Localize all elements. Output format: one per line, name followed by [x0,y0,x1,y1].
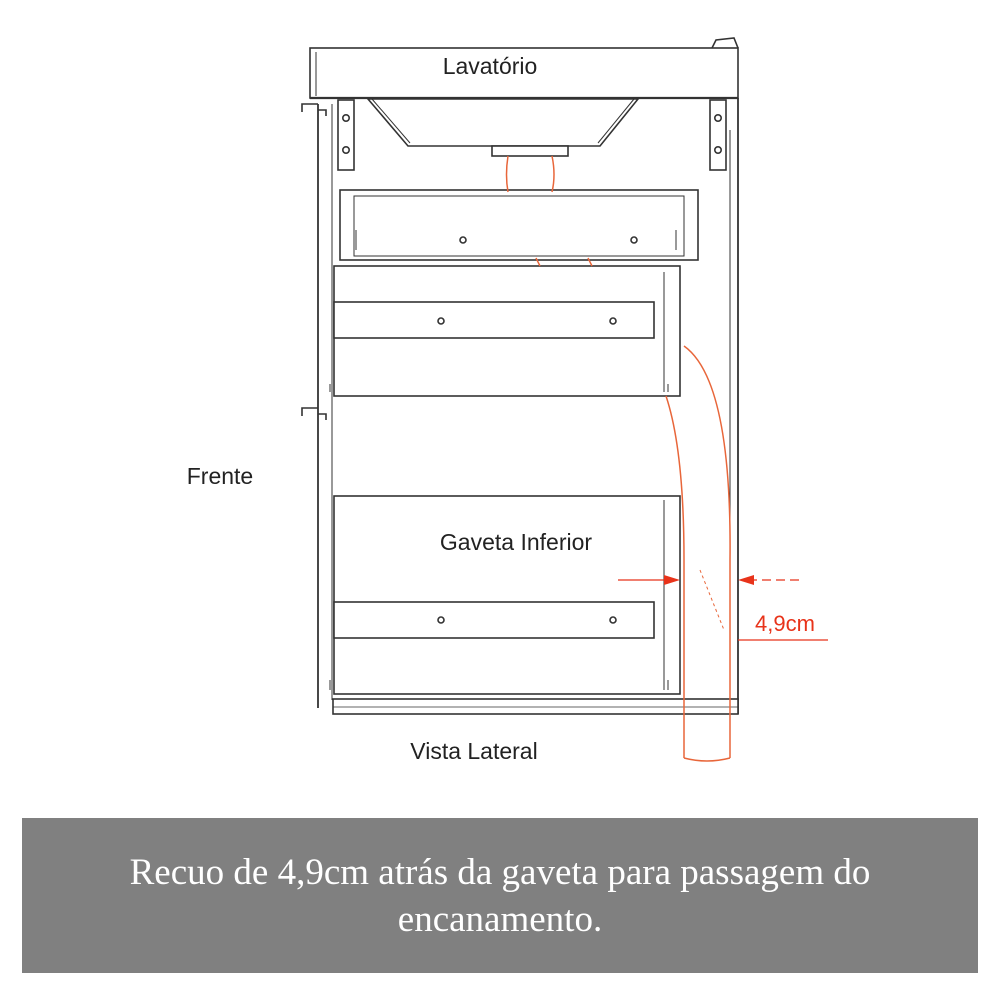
label-vista-lateral: Vista Lateral [410,738,538,764]
hinge-top [302,104,326,116]
bracket-left [338,100,354,170]
caption-text: Recuo de 4,9cm atrás da gaveta para passagem do encanamento. [129,851,871,940]
label-gaveta-inferior: Gaveta Inferior [439,529,593,555]
upper-tray [340,190,698,260]
upper-drawer [330,266,680,396]
bracket-right [710,100,726,170]
dimension-label: 4,9cm [755,611,815,636]
sink-basin [368,99,638,156]
lower-drawer [330,496,680,694]
caption-banner [22,818,978,973]
label-lavatorio: Lavatório [442,53,538,79]
label-frente: Frente [186,463,254,489]
hinge-middle [302,408,326,420]
